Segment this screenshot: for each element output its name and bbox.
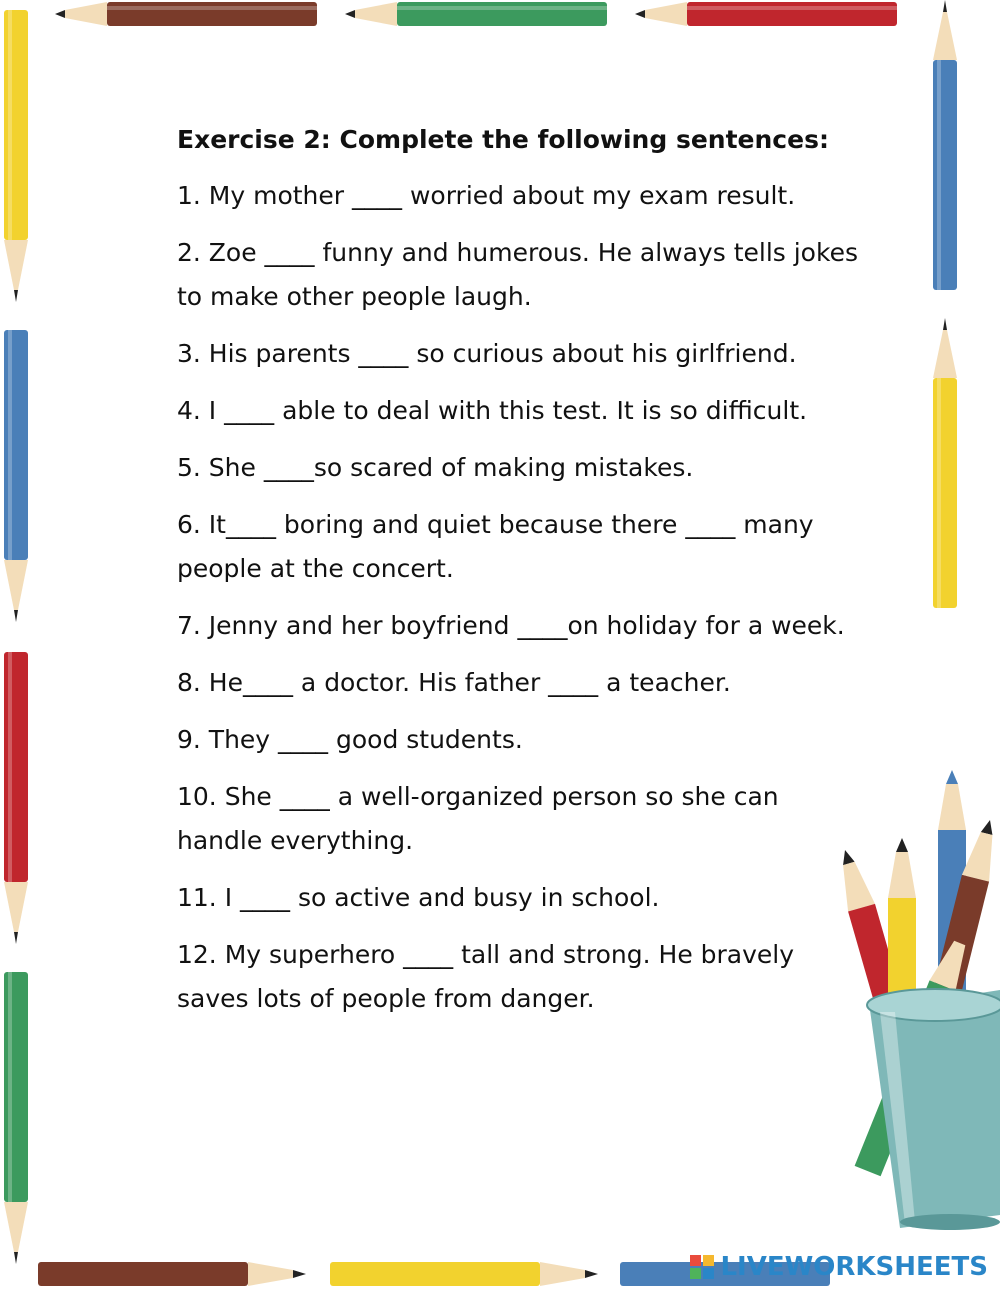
pencil-left-blue [4, 330, 28, 622]
question-1: 1. My mother ____ worried about my exam result. [177, 181, 796, 210]
liveworksheets-logo-icon [690, 1255, 714, 1279]
question-7: 7. Jenny and her boyfriend ____on holiday for a week. [177, 611, 845, 640]
question-10: 10. She ____ a well-organized person so she can handle everything. [177, 782, 779, 855]
liveworksheets-wordmark: LIVEWORKSHEETS [720, 1252, 988, 1282]
question-2: 2. Zoe ____ funny and humerous. He always tells jokes to make other people laugh. [177, 238, 858, 311]
question-9: 9. They ____ good students. [177, 725, 523, 754]
pencil-right-yellow [933, 318, 957, 608]
question-12: 12. My superhero ____ tall and strong. He bravely saves lots of people from danger. [177, 940, 795, 1013]
pencil-left-green [4, 972, 28, 1264]
worksheet-content [177, 118, 897, 1034]
pencil-bottom-brown [38, 1262, 306, 1286]
question-11: 11. I ____ so active and busy in school. [177, 883, 660, 912]
question-5: 5. She ____so scared of making mistakes. [177, 453, 694, 482]
exercise-title: Exercise 2: Complete the following sentences: [177, 125, 829, 154]
pencil-top-red [635, 2, 897, 26]
pencil-left-red [4, 652, 28, 944]
pencil-top-green [345, 2, 607, 26]
pencil-bottom-yellow [330, 1262, 598, 1286]
question-3: 3. His parents ____ so curious about his girlfriend. [177, 339, 797, 368]
liveworksheets-brand [690, 1252, 988, 1282]
pencil-top-brown [55, 2, 317, 26]
question-4: 4. I ____ able to deal with this test. It is so difficult. [177, 396, 808, 425]
pencil-right-blue [933, 0, 957, 290]
pencil-left-yellow [4, 10, 28, 302]
question-6: 6. It____ boring and quiet because there ____ many people at the concert. [177, 510, 814, 583]
question-8: 8. He____ a doctor. His father ____ a teacher. [177, 668, 731, 697]
